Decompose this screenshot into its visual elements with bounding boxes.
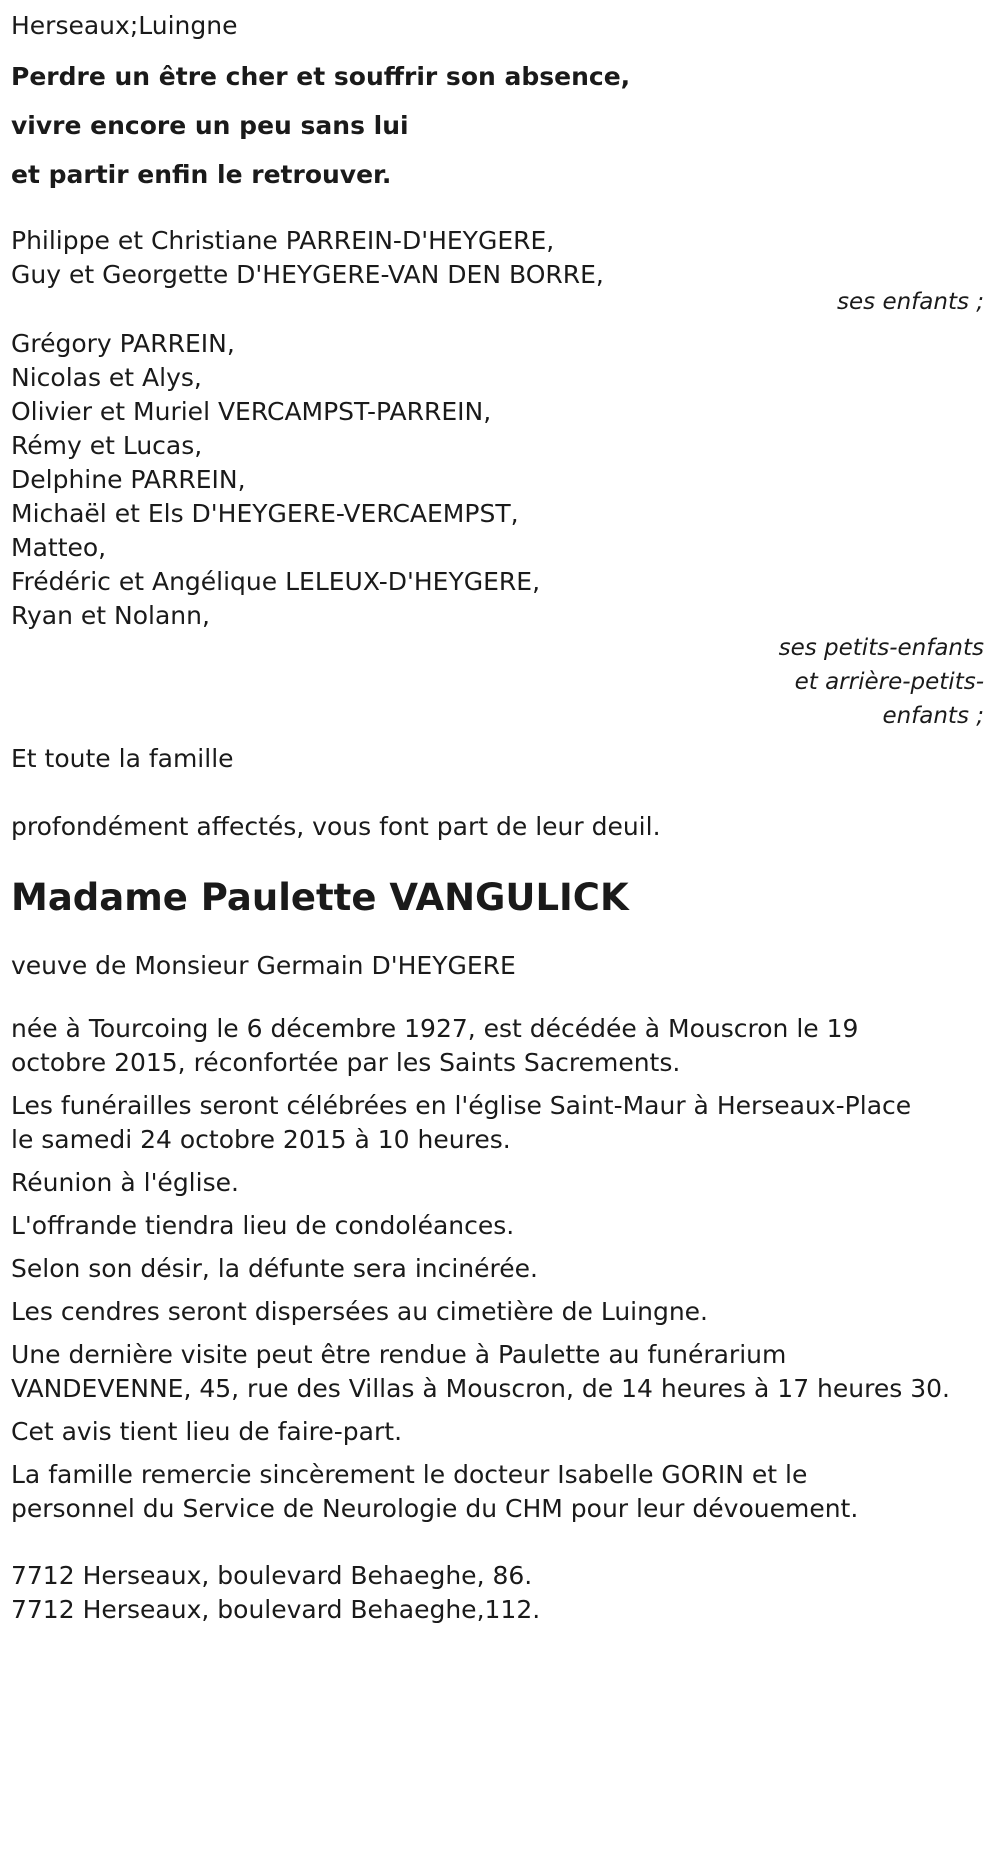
grandchildren-entry: Delphine PARREIN, — [11, 465, 246, 494]
visit-paragraph — [11, 1338, 1000, 1406]
grandchildren-label-line: et arrière-petits- — [794, 669, 984, 695]
poem-line: vivre encore un peu sans lui — [11, 111, 409, 140]
notice-line: Cet avis tient lieu de faire-part. — [11, 1417, 403, 1446]
grandchildren-entry: Olivier et Muriel VERCAMPST-PARREIN, — [11, 397, 492, 426]
grandchildren-list — [11, 327, 1000, 633]
grandchildren-entry: Frédéric et Angélique LELEUX-D'HEYGERE, — [11, 567, 541, 596]
widow-of-line: veuve de Monsieur Germain D'HEYGERE — [11, 951, 516, 980]
grandchildren-entry: Grégory PARREIN, — [11, 329, 235, 358]
poem — [11, 52, 1000, 199]
birth-death-paragraph — [11, 1012, 1000, 1080]
cremation-line: Selon son désir, la défunte sera incinérée. — [11, 1254, 538, 1283]
poem-line: Perdre un être cher et souffrir son absence, — [11, 62, 631, 91]
deceased-name: Madame Paulette VANGULICK — [11, 876, 629, 919]
paragraph-line: octobre 2015, réconfortée par les Saints Sacrements. — [11, 1048, 681, 1077]
grandchildren-entry: Nicolas et Alys, — [11, 363, 202, 392]
announcement-line: profondément affectés, vous font part de leur deuil. — [11, 812, 661, 841]
paragraph-line: le samedi 24 octobre 2015 à 10 heures. — [11, 1125, 511, 1154]
paragraph-line: VANDEVENNE, 45, rue des Villas à Mouscron, de 14 heures à 17 heures 30. — [11, 1374, 950, 1403]
meeting-line: Réunion à l'église. — [11, 1168, 239, 1197]
offering-line: L'offrande tiendra lieu de condoléances. — [11, 1211, 515, 1240]
address-line: 7712 Herseaux, boulevard Behaeghe,112. — [11, 1595, 541, 1624]
poem-line: et partir enfin le retrouver. — [11, 160, 392, 189]
paragraph-line: Une dernière visite peut être rendue à Paulette au funérarium — [11, 1340, 787, 1369]
address-line: 7712 Herseaux, boulevard Behaeghe, 86. — [11, 1561, 533, 1590]
paragraph-line: née à Tourcoing le 6 décembre 1927, est décédée à Mouscron le 19 — [11, 1014, 859, 1043]
funeral-paragraph — [11, 1089, 1000, 1157]
children-entry: Philippe et Christiane PARREIN-D'HEYGERE, — [11, 226, 555, 255]
thanks-paragraph — [11, 1458, 1000, 1526]
children-entry: Guy et Georgette D'HEYGERE-VAN DEN BORRE, — [11, 260, 604, 289]
location: Herseaux;Luingne — [11, 11, 238, 40]
grandchildren-label-line: enfants ; — [882, 703, 984, 729]
grandchildren-entry: Michaël et Els D'HEYGERE-VERCAEMPST, — [11, 499, 519, 528]
grandchildren-entry: Ryan et Nolann, — [11, 601, 210, 630]
ashes-line: Les cendres seront dispersées au cimetière de Luingne. — [11, 1297, 708, 1326]
grandchildren-label-line: ses petits-enfants — [778, 635, 984, 661]
grandchildren-label — [11, 631, 1000, 733]
grandchildren-entry: Rémy et Lucas, — [11, 431, 203, 460]
grandchildren-entry: Matteo, — [11, 533, 107, 562]
family-line: Et toute la famille — [11, 744, 234, 773]
paragraph-line: Les funérailles seront célébrées en l'église Saint-Maur à Herseaux-Place — [11, 1091, 912, 1120]
paragraph-line: La famille remercie sincèrement le docteur Isabelle GORIN et le — [11, 1460, 808, 1489]
paragraph-line: personnel du Service de Neurologie du CHM pour leur dévouement. — [11, 1494, 859, 1523]
children-label: ses enfants ; — [837, 289, 984, 315]
children-list — [11, 224, 1000, 292]
addresses — [11, 1559, 1000, 1627]
